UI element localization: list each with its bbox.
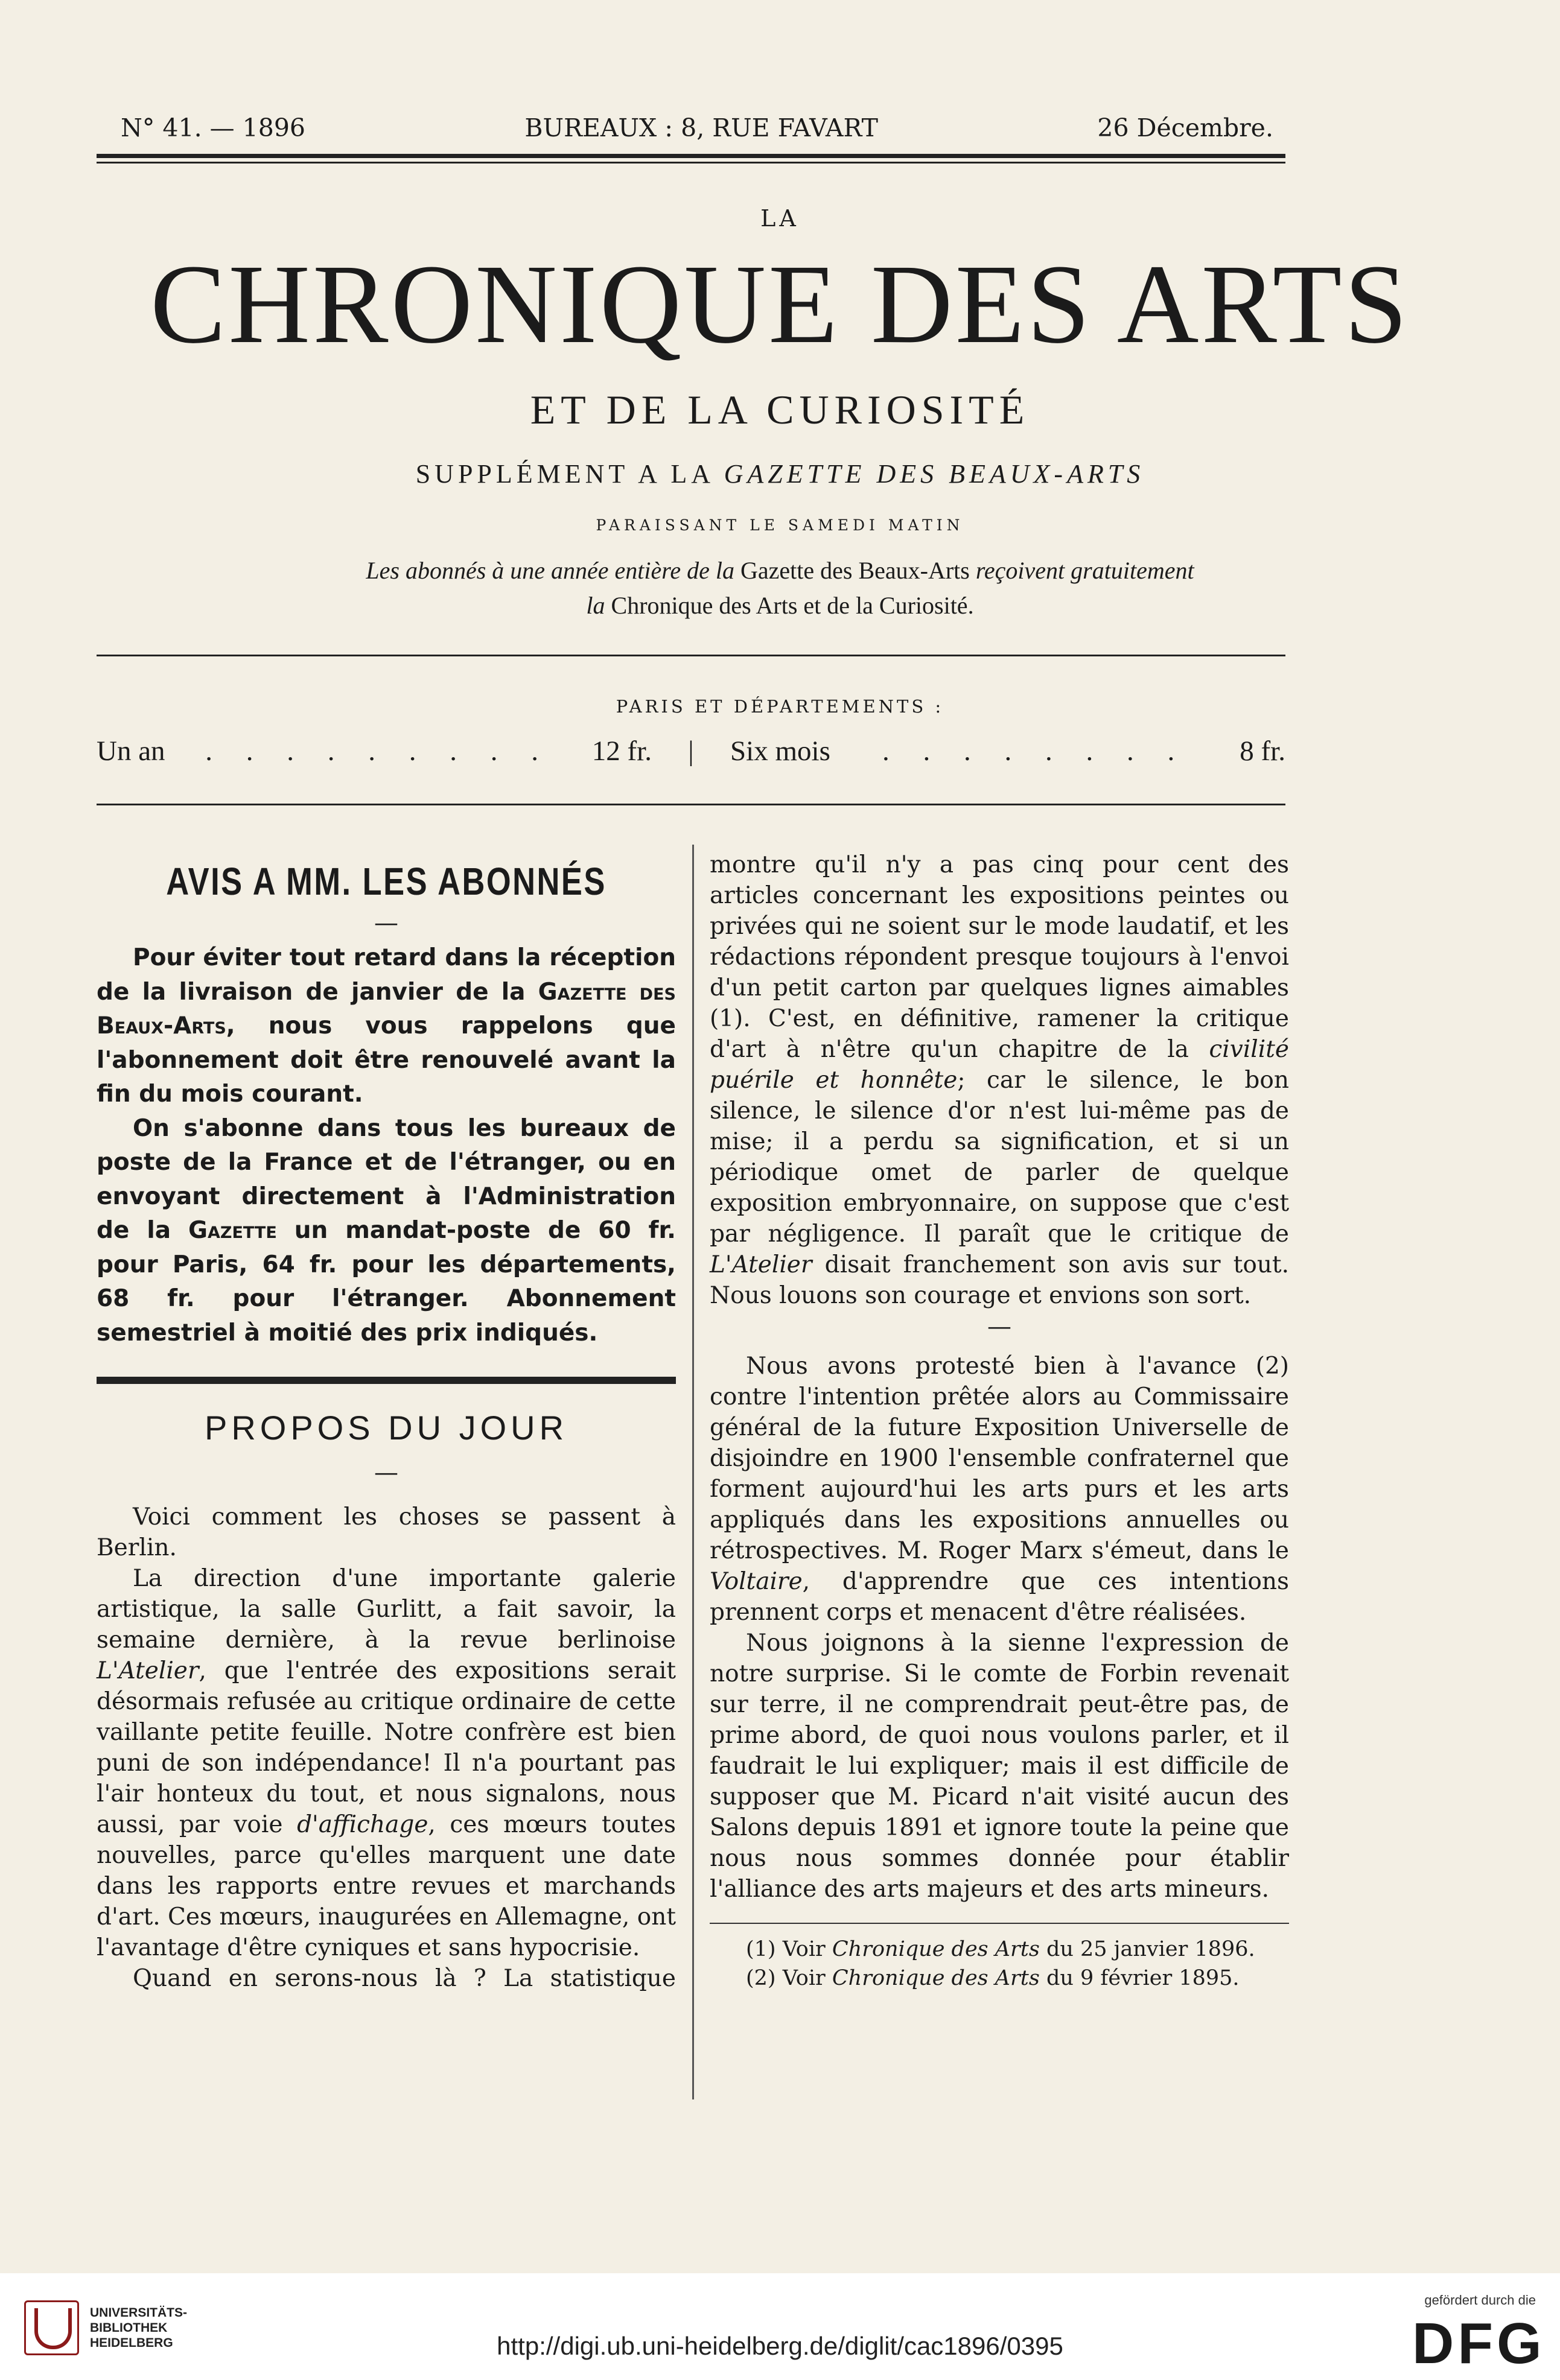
subscriber-note-line1 <box>0 556 1560 585</box>
masthead-title: CHRONIQUE DES ARTS <box>150 241 1410 367</box>
masthead-rule <box>97 655 1285 656</box>
bureaux-address: BUREAUX : 8, RUE FAVART <box>524 113 879 142</box>
right-p1-a: montre qu'il n'y a pas cinq pour cent des articles concernant les expositions peintes ou privées qui ne soient sur le mode laudatif, et les rédactions répondent presque toujours à l'envoi d'un petit carton par quelques lignes aimables (1). C'est, en définitive, ramener la critique d'art à n'être qu'un chapitre de la <box>710 851 1289 1063</box>
propos-paragraph-3: Quand en serons-nous là ? La statistique <box>133 1965 676 1992</box>
avis-p1-b: , nous vous rappelons que l'abonnement doit être renouvelé avant la fin du mois courant. <box>97 1012 676 1108</box>
subscription-rule <box>97 804 1285 805</box>
propos-title: PROPOS DU JOUR <box>204 1409 568 1447</box>
right-paragraph-2 <box>710 1351 1289 1628</box>
avis-p1-a: Pour éviter tout retard dans la réception de la livraison de janvier de la <box>97 944 676 1006</box>
avis-paragraph-1 <box>97 941 676 1112</box>
section-rule <box>97 1377 676 1384</box>
price-year-value: 12 fr. <box>591 735 652 767</box>
note-text-b: Gazette des Beaux-Arts <box>740 557 970 584</box>
price-separator: | <box>688 735 694 767</box>
footnote-2 <box>710 1964 1289 1993</box>
dfg-logo[interactable]: DFG <box>1412 2311 1546 2376</box>
masthead-subtitle: ET DE LA CURIOSITÉ <box>530 387 1030 433</box>
propos-dash: — <box>374 1459 398 1487</box>
propos-p2-atelier: L'Atelier <box>97 1657 199 1684</box>
propos-p2-a: La direction d'une importante galerie artistique, la salle Gurlitt, a fait savoir, la semaine dernière, à la revue berlinoise <box>97 1565 676 1654</box>
propos-p2-affichage: d'affichage <box>297 1811 428 1838</box>
uni-line-1: UNIVERSITÄTS- <box>90 2306 188 2320</box>
right-p1-civilite: civilité puérile et honnête <box>710 1036 1289 1094</box>
header-rule-bottom <box>97 162 1285 163</box>
permalink-url[interactable]: http://digi.ub.uni-heidelberg.de/diglit/cac1896/0395 <box>497 2332 1063 2360</box>
funding-note: gefördert durch die <box>1424 2293 1536 2308</box>
price-year-dots: . . . . . . . . . <box>205 735 552 767</box>
avis-paragraph-2 <box>97 1112 676 1351</box>
masthead-supplement <box>0 459 1560 489</box>
masthead-la: LA <box>760 205 800 232</box>
right-p1-atelier: L'Atelier <box>710 1251 812 1278</box>
right-p1-c: disait franchement son avis sur tout. Nous louons son courage et envions son sort. <box>710 1251 1290 1309</box>
price-year <box>97 735 652 767</box>
uni-line-3: HEIDELBERG <box>90 2336 173 2350</box>
right-p1-b: ; car le silence, le bon silence, le silence d'or n'est lui-même pas de mise; il a perdu sa signification, et si un périodique omet de parler de quelque exposition embryonnaire, on suppose que c'est par négligence. Il paraît que le critique de <box>710 1067 1289 1248</box>
propos-body <box>97 1502 676 1994</box>
avis-p2-gazette: Gazette <box>188 1217 277 1244</box>
right-body <box>710 849 1289 1905</box>
avis-p2-a: On s'abonne dans tous les bureaux de poste de la France et de l'étranger, ou en envoyant directement à l'Administration de la <box>97 1114 676 1244</box>
right-column <box>710 849 1289 1993</box>
avis-p1-gazette: Gazette des Beaux-Arts <box>97 978 676 1039</box>
subscription-prices <box>97 735 1285 767</box>
right-paragraph-1 <box>710 849 1289 1311</box>
propos-paragraph-1: Voici comment les choses se passent à Berlin. <box>97 1503 676 1561</box>
left-column <box>97 859 676 1994</box>
supplement-prefix: SUPPLÉMENT A LA <box>415 459 713 489</box>
avis-dash: — <box>374 909 398 937</box>
price-half <box>730 735 1285 767</box>
note-text-c: reçoivent gratuitement <box>975 557 1194 584</box>
parution-line: PARAISSANT LE SAMEDI MATIN <box>596 516 964 534</box>
avis-p2-b: un mandat-poste de 60 fr. pour Paris, 64 fr. pour les départements, 68 fr. pour l'étranger. Abonnement semestriel à moitié des prix indiqués. <box>97 1217 676 1347</box>
issue-number: N° 41. — 1896 <box>121 113 306 142</box>
issue-date: 26 Décembre. <box>1097 113 1273 142</box>
fn1-a: (1) Voir <box>746 1937 826 1961</box>
subscription-heading: PARIS ET DÉPARTEMENTS : <box>616 696 944 717</box>
right-p2-b: , d'apprendre que ces intentions prennent corps et menacent d'être réalisées. <box>710 1568 1289 1626</box>
right-dash: — <box>987 1313 1011 1341</box>
uni-line-2: BIBLIOTHEK <box>90 2321 168 2335</box>
propos-paragraph-2 <box>97 1563 676 1963</box>
fn2-a: (2) Voir <box>746 1966 826 1990</box>
propos-p2-c: , ces mœurs toutes nouvelles, parce qu'elles marquent une date dans les rapports entre revues et marchands d'art. Ces mœurs, inaugurées en Allemagne, ont l'avantage d'être cyniques et sans hypocrisie. <box>97 1811 676 1961</box>
note-text-e: Chronique des Arts et de la Curiosité. <box>611 592 974 619</box>
footer-bar <box>0 2273 1560 2380</box>
price-year-label: Un an <box>97 735 165 767</box>
avis-title: AVIS A MM. LES ABONNÉS <box>166 860 606 903</box>
right-p2-a: Nous avons protesté bien à l'avance (2) contre l'intention prêtée alors au Commissaire général de la future Exposition Universelle de disjoindre en 1900 l'ensemble confraternel que forment aujourd'hui les arts purs et les arts appliqués dans les expositions annuelles ou rétrospectives. M. Roger Marx s'émeut, dans le <box>710 1353 1289 1564</box>
note-text-a: Les abonnés à une année entière de la <box>366 557 734 584</box>
fn1-b: du 25 janvier 1896. <box>1046 1937 1255 1961</box>
right-paragraph-3: Nous joignons à la sienne l'expression de notre surprise. Si le comte de Forbin revenait sur terre, il ne comprendrait peut-être pas, de prime abord, de quoi nous voulons parler, et il faudrait le lui expliquer; mais il est difficile de supposer que M. Picard n'ait visité aucun des Salons depuis 1891 et ignore toute la peine que nous nous sommes donnée pour établir l'alliance des arts majeurs et des arts mineurs. <box>710 1630 1289 1903</box>
footnote-rule <box>710 1923 1289 1924</box>
supplement-title: GAZETTE DES BEAUX-ARTS <box>724 459 1145 489</box>
right-p2-voltaire: Voltaire <box>710 1568 803 1595</box>
price-half-value: 8 fr. <box>1240 735 1285 767</box>
avis-body <box>97 941 676 1350</box>
subscriber-note-line2 <box>0 591 1560 620</box>
fn2-title: Chronique des Arts <box>832 1966 1040 1990</box>
header-rule-top <box>97 154 1285 158</box>
footnote-1 <box>710 1935 1289 1964</box>
price-half-dots: . . . . . . . . <box>882 735 1188 767</box>
fn2-b: du 9 février 1895. <box>1046 1966 1240 1990</box>
column-divider <box>692 845 694 2099</box>
propos-p2-b: , que l'entrée des expositions serait désormais refusée au critique ordinaire de cette vaillante petite feuille. Notre confrère est bien puni de son indépendance! Il n'a pourtant pas l'air honteux du tout, et nous signalons, nous aussi, par voie <box>97 1657 676 1838</box>
price-half-label: Six mois <box>730 735 830 767</box>
header-line <box>121 113 1273 142</box>
fn1-title: Chronique des Arts <box>832 1937 1040 1961</box>
note-text-d: la <box>586 592 605 619</box>
